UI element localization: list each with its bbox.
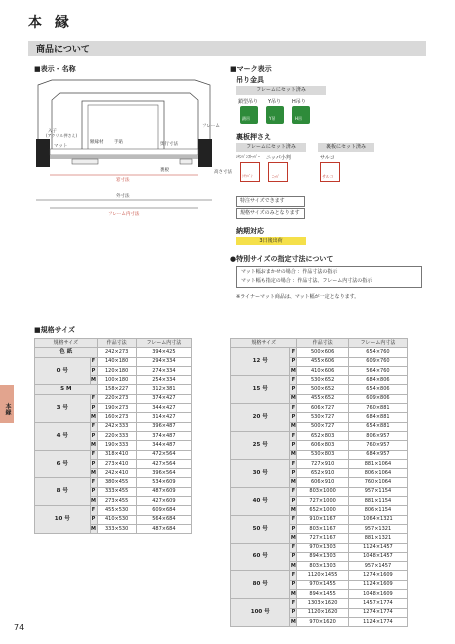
frame-inner-size-cell: 312×381: [136, 385, 191, 394]
frame-inner-size-cell: 564×760: [348, 366, 407, 375]
frame-inner-size-cell: 1274×1774: [348, 608, 407, 617]
artwork-size-cell: 380×455: [97, 478, 136, 487]
champagne-stopper-icon: ｼﾔﾝﾊﾟﾝ: [240, 162, 260, 182]
frame-inner-size-cell: 684×881: [348, 413, 407, 422]
variant-mark: F: [290, 404, 297, 413]
label-depth: 奥行寸法: [160, 142, 178, 147]
variant-mark: F: [90, 394, 97, 403]
frame-inner-size-cell: 1274×1609: [348, 571, 407, 580]
frame-inner-size-cell: 314×427: [136, 413, 191, 422]
table-row: [35, 478, 192, 487]
artwork-size-cell: 727×1000: [297, 497, 348, 506]
label-window: 窓寸法: [116, 178, 130, 183]
artwork-size-cell: 606×803: [297, 441, 348, 450]
artwork-size-cell: 410×530: [97, 515, 136, 524]
size-label: 60 号: [231, 543, 290, 571]
artwork-size-cell: 1120×1455: [297, 571, 348, 580]
table-row: [231, 431, 408, 440]
variant-mark: P: [290, 357, 297, 366]
frame-inner-size-cell: 396×487: [136, 422, 191, 431]
variant-mark: P: [290, 552, 297, 561]
frame-inner-size-cell: 344×427: [136, 404, 191, 413]
backplate-pill-back: 裏板にセット済み: [318, 143, 374, 152]
table-header-frame: フレーム内寸法: [136, 339, 191, 348]
table-row: [231, 459, 408, 468]
table-row: [231, 404, 408, 413]
size-label: 色 紙: [35, 348, 98, 357]
standard-only-note: 規格サイズのみとなります: [236, 208, 305, 219]
hanger-type-0: 鎖型吊り: [238, 99, 259, 105]
frame-inner-size-cell: 396×564: [136, 469, 191, 478]
frame-inner-size-cell: 1048×1609: [348, 590, 407, 599]
frame-inner-size-cell: 374×487: [136, 431, 191, 440]
artwork-size-cell: 333×455: [97, 487, 136, 496]
variant-mark: M: [290, 617, 297, 626]
artwork-size-cell: 500×727: [297, 422, 348, 431]
y-hanger-icon: Y吊: [266, 106, 284, 124]
variant-mark: P: [290, 413, 297, 422]
label-backplate: 手貼: [114, 140, 123, 145]
label-height: 高さ寸法: [214, 170, 232, 175]
backplate-pill-frame: フレームにセット済み: [236, 143, 306, 152]
display-name-heading: ■表示・名称: [34, 65, 76, 73]
table-row: [35, 422, 192, 431]
artwork-size-cell: 318×410: [97, 450, 136, 459]
variant-mark: P: [290, 524, 297, 533]
frame-inner-size-cell: 760×881: [348, 404, 407, 413]
size-label: 3 号: [35, 394, 91, 422]
frame-inner-size-cell: 294×334: [136, 357, 191, 366]
size-label: 0 号: [35, 357, 91, 385]
artwork-size-cell: 220×333: [97, 431, 136, 440]
special-order-note: 特注サイズできます: [236, 196, 305, 207]
frame-inner-size-cell: 881×1064: [348, 459, 407, 468]
table-row: [35, 348, 192, 357]
variant-mark: F: [290, 571, 297, 580]
backplate-type-1: ニッパ小判: [266, 155, 291, 161]
size-label: 20 号: [231, 404, 290, 432]
artwork-size-cell: 970×1303: [297, 543, 348, 552]
frame-inner-size-cell: 957×1321: [348, 524, 407, 533]
label-back: 裏板: [160, 168, 169, 173]
frame-inner-size-cell: 427×609: [136, 497, 191, 506]
frame-inner-size-cell: 881×1321: [348, 534, 407, 543]
section-bar: [28, 41, 426, 56]
table-row: [231, 599, 408, 608]
frame-inner-size-cell: 1048×1457: [348, 552, 407, 561]
nipper-oval-icon: ﾆｯﾊﾟ: [268, 162, 288, 182]
artwork-size-cell: 242×410: [97, 469, 136, 478]
size-table-left: [34, 338, 192, 534]
variant-mark: P: [290, 441, 297, 450]
variant-mark: F: [290, 599, 297, 608]
table-row: [35, 394, 192, 403]
saruko-icon: サルコ: [320, 162, 340, 182]
artwork-size-cell: 530×727: [297, 413, 348, 422]
artwork-size-cell: 410×606: [297, 366, 348, 375]
frame-inner-size-cell: 760×1064: [348, 478, 407, 487]
page-title: 本 縁: [28, 15, 73, 31]
size-label: 8 号: [35, 478, 91, 506]
frame-inner-size-cell: 374×427: [136, 394, 191, 403]
artwork-size-cell: 273×455: [97, 497, 136, 506]
label-iri: 入子: [48, 129, 57, 134]
frame-inner-size-cell: 806×1154: [348, 506, 407, 515]
size-label: 40 号: [231, 487, 290, 515]
variant-mark: F: [90, 422, 97, 431]
frame-inner-size-cell: 274×334: [136, 366, 191, 375]
artwork-size-cell: 803×1167: [297, 524, 348, 533]
artwork-size-cell: 190×333: [97, 441, 136, 450]
frame-inner-size-cell: 609×760: [348, 357, 407, 366]
artwork-size-cell: 273×410: [97, 459, 136, 468]
artwork-size-cell: 500×652: [297, 385, 348, 394]
label-frame: フレーム: [202, 124, 220, 129]
artwork-size-cell: 910×1167: [297, 515, 348, 524]
section-bar-label: 商品について: [36, 45, 90, 55]
frame-inner-size-cell: 344×487: [136, 441, 191, 450]
frame-inner-size-cell: 881×1154: [348, 497, 407, 506]
delivery-title: 納期対応: [236, 227, 264, 235]
variant-mark: M: [290, 562, 297, 571]
variant-mark: P: [90, 487, 97, 496]
h-hanger-icon: H吊: [292, 106, 310, 124]
variant-mark: M: [90, 376, 97, 385]
size-label: 30 号: [231, 459, 290, 487]
variant-mark: M: [90, 441, 97, 450]
size-label: 25 号: [231, 431, 290, 459]
artwork-size-cell: 455×606: [297, 357, 348, 366]
size-label: 100 号: [231, 599, 290, 627]
artwork-size-cell: 727×910: [297, 459, 348, 468]
table-header-size: 規格サイズ: [231, 339, 297, 348]
label-outer: 外寸法: [116, 194, 130, 199]
table-row: [35, 385, 192, 394]
backplate-type-0: ｼﾔﾝﾊﾟﾝｽﾄｯﾊﾟｰ: [236, 154, 260, 159]
backplate-types: [236, 154, 376, 190]
frame-inner-size-cell: 564×684: [136, 515, 191, 524]
label-frame-inner: フレーム内寸法: [108, 212, 140, 217]
size-label: 12 号: [231, 348, 290, 376]
variant-mark: F: [290, 431, 297, 440]
table-header-size: 規格サイズ: [35, 339, 98, 348]
frame-inner-size-cell: 609×806: [348, 394, 407, 403]
variant-mark: M: [290, 534, 297, 543]
variant-mark: F: [290, 348, 297, 357]
artwork-size-cell: 190×273: [97, 404, 136, 413]
label-frame-material: 額縁材: [90, 140, 104, 145]
frame-inner-size-cell: 760×957: [348, 441, 407, 450]
special-size-row-0: マット幅おまかせの場合 ：作品寸法の指示: [241, 269, 338, 275]
artwork-size-cell: 120×180: [97, 366, 136, 375]
frame-inner-size-cell: 472×564: [136, 450, 191, 459]
size-table-right: [230, 338, 408, 627]
size-label: 80 号: [231, 571, 290, 599]
backplate-title: 裏板押さえ: [236, 133, 271, 141]
delivery-value: 3日後出荷: [236, 237, 306, 245]
size-label: 50 号: [231, 515, 290, 543]
artwork-size-cell: 530×652: [297, 376, 348, 385]
variant-mark: M: [90, 413, 97, 422]
frame-inner-size-cell: 254×334: [136, 376, 191, 385]
artwork-size-cell: 894×1455: [297, 590, 348, 599]
variant-mark: P: [90, 404, 97, 413]
table-row: [35, 357, 192, 366]
variant-mark: M: [290, 590, 297, 599]
variant-mark: M: [290, 450, 297, 459]
label-mount: マット: [54, 144, 68, 149]
artwork-size-cell: 727×1167: [297, 534, 348, 543]
special-size-footnote: ※ライナーマット商品は、マット幅が一定となります。: [236, 294, 360, 300]
table-row: [35, 506, 192, 515]
frame-inner-size-cell: 487×684: [136, 524, 191, 533]
artwork-size-cell: 158×227: [97, 385, 136, 394]
table-row: [231, 515, 408, 524]
frame-inner-size-cell: 1457×1774: [348, 599, 407, 608]
hanger-types: [238, 98, 338, 128]
artwork-size-cell: 606×727: [297, 404, 348, 413]
artwork-size-cell: 1303×1620: [297, 599, 348, 608]
variant-mark: P: [90, 366, 97, 375]
variant-mark: F: [90, 450, 97, 459]
artwork-size-cell: 242×333: [97, 422, 136, 431]
table-row: [231, 487, 408, 496]
variant-mark: M: [290, 366, 297, 375]
artwork-size-cell: 606×910: [297, 478, 348, 487]
artwork-size-cell: 803×1303: [297, 562, 348, 571]
variant-mark: F: [90, 506, 97, 515]
table-header-artwork: 作品寸法: [297, 339, 348, 348]
hanger-pill: フレームにセット済み: [236, 86, 326, 95]
frame-inner-size-cell: 806×957: [348, 431, 407, 440]
marks-heading: ■マーク表示: [230, 65, 272, 73]
artwork-size-cell: 970×1455: [297, 580, 348, 589]
variant-mark: F: [290, 543, 297, 552]
artwork-size-cell: 652×910: [297, 469, 348, 478]
variant-mark: P: [290, 385, 297, 394]
table-row: [231, 571, 408, 580]
table-row: [231, 543, 408, 552]
variant-mark: F: [290, 515, 297, 524]
artwork-size-cell: 803×1000: [297, 487, 348, 496]
variant-mark: F: [290, 376, 297, 385]
frame-inner-size-cell: 806×1064: [348, 469, 407, 478]
frame-inner-size-cell: 957×1154: [348, 487, 407, 496]
variant-mark: F: [290, 459, 297, 468]
frame-inner-size-cell: 534×609: [136, 478, 191, 487]
frame-cross-section-diagram: [30, 75, 232, 220]
frame-inner-size-cell: 1124×1457: [348, 543, 407, 552]
frame-inner-size-cell: 654×806: [348, 385, 407, 394]
artwork-size-cell: 220×273: [97, 394, 136, 403]
size-label: S M: [35, 385, 98, 394]
artwork-size-cell: 160×273: [97, 413, 136, 422]
special-size-title: ●特別サイズの指定寸法について: [230, 255, 334, 263]
backplate-type-2: サルコ: [320, 155, 335, 161]
artwork-size-cell: 100×180: [97, 376, 136, 385]
table-header-row: [231, 339, 408, 348]
variant-mark: M: [90, 469, 97, 478]
size-label: 10 号: [35, 506, 91, 534]
hanger-type-1: Y吊り: [268, 99, 282, 105]
size-label: 4 号: [35, 422, 91, 450]
variant-mark: M: [290, 506, 297, 515]
frame-inner-size-cell: 609×684: [136, 506, 191, 515]
frame-inner-size-cell: 957×1457: [348, 562, 407, 571]
artwork-size-cell: 500×606: [297, 348, 348, 357]
table-header-frame: フレーム内寸法: [348, 339, 407, 348]
variant-mark: P: [90, 459, 97, 468]
frame-inner-size-cell: 1124×1774: [348, 617, 407, 626]
artwork-size-cell: 242×273: [97, 348, 136, 357]
chain-hanger-icon: 鎖吊: [240, 106, 258, 124]
variant-mark: M: [290, 478, 297, 487]
size-label: 15 号: [231, 376, 290, 404]
artwork-size-cell: 333×530: [97, 524, 136, 533]
special-size-box: [236, 266, 422, 288]
special-size-row-1: マット幅も指定の場合 ：作品寸法、フレーム内寸法の指示: [241, 278, 373, 284]
table-header-row: [35, 339, 192, 348]
variant-mark: P: [90, 515, 97, 524]
frame-inner-size-cell: 654×881: [348, 422, 407, 431]
hanger-type-2: H吊り: [292, 99, 306, 105]
frame-inner-size-cell: 487×609: [136, 487, 191, 496]
artwork-size-cell: 140×180: [97, 357, 136, 366]
variant-mark: F: [90, 357, 97, 366]
variant-mark: F: [90, 478, 97, 487]
artwork-size-cell: 652×1000: [297, 506, 348, 515]
variant-mark: M: [290, 422, 297, 431]
hanger-title: 吊り金具: [236, 76, 264, 84]
artwork-size-cell: 652×803: [297, 431, 348, 440]
frame-inner-size-cell: 684×957: [348, 450, 407, 459]
variant-mark: P: [290, 580, 297, 589]
frame-inner-size-cell: 684×806: [348, 376, 407, 385]
frame-inner-size-cell: 654×760: [348, 348, 407, 357]
variant-mark: M: [290, 394, 297, 403]
table-row: [231, 376, 408, 385]
size-label: 6 号: [35, 450, 91, 478]
variant-mark: P: [290, 497, 297, 506]
standard-size-heading: ■規格サイズ: [34, 326, 76, 334]
page-number: 74: [14, 623, 25, 632]
side-tab-label: 本縁: [4, 403, 11, 415]
variant-mark: M: [90, 524, 97, 533]
artwork-size-cell: 970×1620: [297, 617, 348, 626]
frame-inner-size-cell: 394×425: [136, 348, 191, 357]
frame-inner-size-cell: 427×564: [136, 459, 191, 468]
artwork-size-cell: 455×652: [297, 394, 348, 403]
artwork-size-cell: 1120×1620: [297, 608, 348, 617]
artwork-size-cell: 894×1303: [297, 552, 348, 561]
frame-inner-size-cell: 1124×1609: [348, 580, 407, 589]
variant-mark: P: [90, 431, 97, 440]
artwork-size-cell: 530×803: [297, 450, 348, 459]
variant-mark: F: [290, 487, 297, 496]
artwork-size-cell: 455×530: [97, 506, 136, 515]
frame-inner-size-cell: 1064×1321: [348, 515, 407, 524]
table-header-artwork: 作品寸法: [97, 339, 136, 348]
table-row: [35, 450, 192, 459]
variant-mark: M: [90, 497, 97, 506]
label-acrylic: (アクリル押さえ): [46, 133, 78, 138]
variant-mark: P: [290, 469, 297, 478]
table-row: [231, 348, 408, 357]
variant-mark: P: [290, 608, 297, 617]
